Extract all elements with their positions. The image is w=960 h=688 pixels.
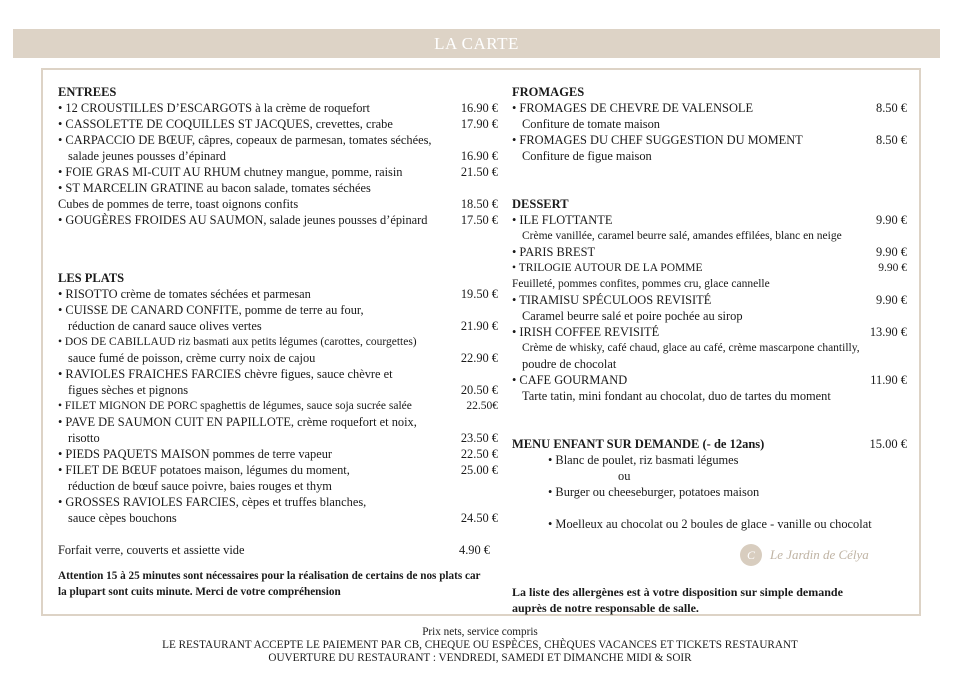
menu-item — [58, 494, 498, 510]
forfait-row — [58, 542, 498, 558]
menu-item-text: • FROMAGES DE CHEVRE DE VALENSOLE — [512, 101, 754, 115]
forfait-price: 4.90 € — [459, 543, 490, 557]
menu-enfant-title: MENU ENFANT SUR DEMANDE (- de 12ans) — [512, 437, 765, 451]
menu-item — [58, 286, 498, 302]
menu-item-text: réduction de bœuf sauce poivre, baies rouges et thym — [68, 479, 332, 493]
menu-item-price: 21.90 € — [460, 319, 498, 333]
fromages-title: FROMAGES — [512, 85, 585, 99]
menu-item-text: • DOS DE CABILLAUD riz basmati aux petits légumes (carottes, courgettes) — [58, 336, 417, 348]
menu-item — [58, 100, 498, 116]
menu-item-price: 18.50 € — [460, 197, 498, 211]
menu-item — [58, 180, 498, 196]
menu-item — [58, 398, 498, 414]
menu-item — [58, 366, 498, 382]
restaurant-logo — [740, 540, 910, 570]
menu-enfant-price: 15.00 € — [869, 437, 907, 451]
menu-item-price: 8.50 € — [876, 133, 907, 147]
menu-item-price: 25.00 € — [460, 463, 498, 477]
menu-enfant-or: ou — [618, 469, 631, 483]
menu-item — [58, 382, 498, 398]
menu-item-text: Confiture de tomate maison — [522, 117, 660, 131]
menu-item-price: 16.90 € — [460, 149, 498, 163]
dessert-list — [512, 212, 907, 404]
menu-item-price: 21.50 € — [460, 165, 498, 179]
menu-item — [58, 302, 498, 318]
menu-enfant-line-3: • Moelleux au chocolat ou 2 boules de glace - vanille ou chocolat — [548, 517, 872, 531]
menu-item — [512, 276, 907, 292]
menu-item — [512, 356, 907, 372]
menu-item-text: • PARIS BREST — [512, 245, 596, 259]
forfait-text: Forfait verre, couverts et assiette vide — [58, 543, 245, 557]
menu-item — [58, 212, 498, 228]
menu-item — [512, 308, 907, 324]
menu-item — [58, 132, 498, 148]
menu-item — [512, 148, 907, 164]
footer-payment: LE RESTAURANT ACCEPTE LE PAIEMENT PAR CB, CHEQUE OU ESPÈCES, CHÈQUES VACANCES ET TICKETS RESTAURANT — [162, 639, 798, 651]
menu-item — [512, 340, 907, 356]
plats-list — [58, 286, 498, 526]
menu-item — [58, 462, 498, 478]
menu-item-price: 17.90 € — [460, 117, 498, 131]
menu-item-price: 22.50 € — [460, 447, 498, 461]
menu-item — [58, 318, 498, 334]
menu-item — [512, 324, 907, 340]
menu-item-price: 22.90 € — [460, 351, 498, 365]
fromages-list — [512, 100, 907, 164]
menu-item — [58, 446, 498, 462]
attention-line-2: la plupart sont cuits minute. Merci de votre compréhension — [58, 586, 341, 598]
menu-item — [58, 478, 498, 494]
menu-item-text: • FILET DE BŒUF potatoes maison, légumes du moment, — [58, 463, 350, 477]
menu-item — [58, 414, 498, 430]
logo-text: Le Jardin de Célya — [770, 547, 869, 562]
menu-item-text: • CASSOLETTE DE COQUILLES ST JACQUES, crevettes, crabe — [58, 117, 393, 131]
menu-item-text: sauce cèpes bouchons — [68, 511, 177, 525]
menu-item-text: poudre de chocolat — [522, 357, 617, 371]
menu-item-text: • ST MARCELIN GRATINE au bacon salade, tomates séchées — [58, 181, 371, 195]
menu-item-price: 9.90 € — [876, 245, 907, 259]
menu-item-text: • FILET MIGNON DE PORC spaghettis de légumes, sauce soja sucrée salée — [58, 400, 412, 412]
dessert-title: DESSERT — [512, 197, 569, 211]
menu-item-text: Cubes de pommes de terre, toast oignons confits — [58, 197, 299, 211]
menu-item — [512, 292, 907, 308]
menu-item-price: 9.90 € — [876, 213, 907, 227]
menu-item — [58, 164, 498, 180]
menu-item-text: Crème de whisky, café chaud, glace au café, crème mascarpone chantilly, — [522, 342, 860, 354]
menu-item-price: 8.50 € — [876, 101, 907, 115]
footer-prices: Prix nets, service compris — [422, 626, 538, 638]
menu-item — [58, 196, 498, 212]
menu-item-price: 24.50 € — [460, 511, 498, 525]
menu-item — [58, 334, 498, 350]
menu-item — [512, 260, 907, 276]
menu-item — [512, 372, 907, 388]
menu-item-text: • 12 CROUSTILLES D’ESCARGOTS à la crème de roquefort — [58, 101, 370, 115]
menu-item-price: 23.50 € — [460, 431, 498, 445]
menu-item-text: • CUISSE DE CANARD CONFITE, pomme de terre au four, — [58, 303, 364, 317]
menu-item-text: figues sèches et pignons — [68, 383, 189, 397]
entrees-list — [58, 100, 498, 228]
menu-item-text: • GROSSES RAVIOLES FARCIES, cèpes et truffes blanches, — [58, 495, 367, 509]
menu-item — [512, 388, 907, 404]
menu-item-text: • CARPACCIO DE BŒUF, câpres, copeaux de parmesan, tomates séchées, — [58, 133, 432, 147]
menu-enfant-line-1: • Blanc de poulet, riz basmati légumes — [548, 453, 739, 467]
menu-item — [58, 350, 498, 366]
menu-item-text: • FROMAGES DU CHEF SUGGESTION DU MOMENT — [512, 133, 803, 147]
logo-emblem-icon: C — [740, 544, 762, 566]
menu-item — [512, 244, 907, 260]
menu-item-text: • FOIE GRAS MI-CUIT AU RHUM chutney mangue, pomme, raisin — [58, 165, 403, 179]
menu-item — [512, 116, 907, 132]
menu-item-text: • RISOTTO crème de tomates séchées et parmesan — [58, 287, 311, 301]
menu-item-price: 16.90 € — [460, 101, 498, 115]
menu-item-price: 20.50 € — [460, 383, 498, 397]
menu-item-price: 9.90 € — [876, 293, 907, 307]
menu-item — [512, 228, 907, 244]
menu-item-price: 13.90 € — [869, 325, 907, 339]
menu-item-text: réduction de canard sauce olives vertes — [68, 319, 262, 333]
menu-item-text: risotto — [68, 431, 100, 445]
menu-item — [512, 212, 907, 228]
entrees-title: ENTREES — [58, 85, 117, 99]
menu-item — [58, 510, 498, 526]
menu-enfant-line-2: • Burger ou cheeseburger, potatoes maison — [548, 485, 760, 499]
menu-item — [512, 100, 907, 116]
menu-item-text: • CAFE GOURMAND — [512, 373, 628, 387]
allergenes-note — [512, 584, 907, 616]
footer-opening: OUVERTURE DU RESTAURANT : VENDREDI, SAMEDI ET DIMANCHE MIDI & SOIR — [268, 652, 692, 664]
attention-note — [58, 568, 498, 600]
menu-enfant-row — [512, 436, 907, 452]
menu-item-text: • PAVE DE SAUMON CUIT EN PAPILLOTE, crème roquefort et noix, — [58, 415, 417, 429]
menu-item-text: • GOUGÈRES FROIDES AU SAUMON, salade jeunes pousses d’épinard — [58, 213, 428, 227]
allergenes-line-2: auprès de notre responsable de salle. — [512, 601, 699, 615]
menu-item-text: Feuilleté, pommes confites, pommes cru, glace cannelle — [512, 278, 770, 290]
menu-item-text: • TRILOGIE AUTOUR DE LA POMME — [512, 262, 703, 274]
menu-item — [58, 148, 498, 164]
menu-item — [512, 132, 907, 148]
attention-line-1: Attention 15 à 25 minutes sont nécessaires pour la réalisation de certains de nos plats car — [58, 570, 481, 582]
menu-item-text: Confiture de figue maison — [522, 149, 652, 163]
menu-item-text: • PIEDS PAQUETS MAISON pommes de terre vapeur — [58, 447, 333, 461]
menu-item-text: Caramel beurre salé et poire pochée au sirop — [522, 309, 743, 323]
plats-title: LES PLATS — [58, 271, 125, 285]
menu-item-price: 11.90 € — [870, 373, 907, 387]
menu-item — [58, 430, 498, 446]
menu-item-price: 22.50€ — [466, 400, 498, 412]
menu-banner: LA CARTE — [13, 29, 940, 58]
menu-item — [58, 116, 498, 132]
menu-item-text: • ILE FLOTTANTE — [512, 213, 613, 227]
menu-item-text: Crème vanillée, caramel beurre salé, amandes effilées, blanc en neige — [522, 230, 842, 242]
menu-item-text: • TIRAMISU SPÉCULOOS REVISITÉ — [512, 293, 712, 307]
menu-item-text: salade jeunes pousses d’épinard — [68, 149, 226, 163]
right-column — [512, 84, 907, 616]
menu-item-text: Tarte tatin, mini fondant au chocolat, duo de tartes du moment — [522, 389, 831, 403]
menu-item-text: sauce fumé de poisson, crème curry noix de cajou — [68, 351, 316, 365]
menu-item-price: 19.50 € — [460, 287, 498, 301]
left-column — [58, 84, 498, 600]
menu-item-text: • RAVIOLES FRAICHES FARCIES chèvre figues, sauce chèvre et — [58, 367, 393, 381]
menu-item-price: 17.50 € — [460, 213, 498, 227]
allergenes-line-1: La liste des allergènes est à votre disposition sur simple demande — [512, 585, 843, 599]
menu-item-text: • IRISH COFFEE REVISITÉ — [512, 325, 660, 339]
menu-item-price: 9.90 € — [878, 262, 907, 274]
